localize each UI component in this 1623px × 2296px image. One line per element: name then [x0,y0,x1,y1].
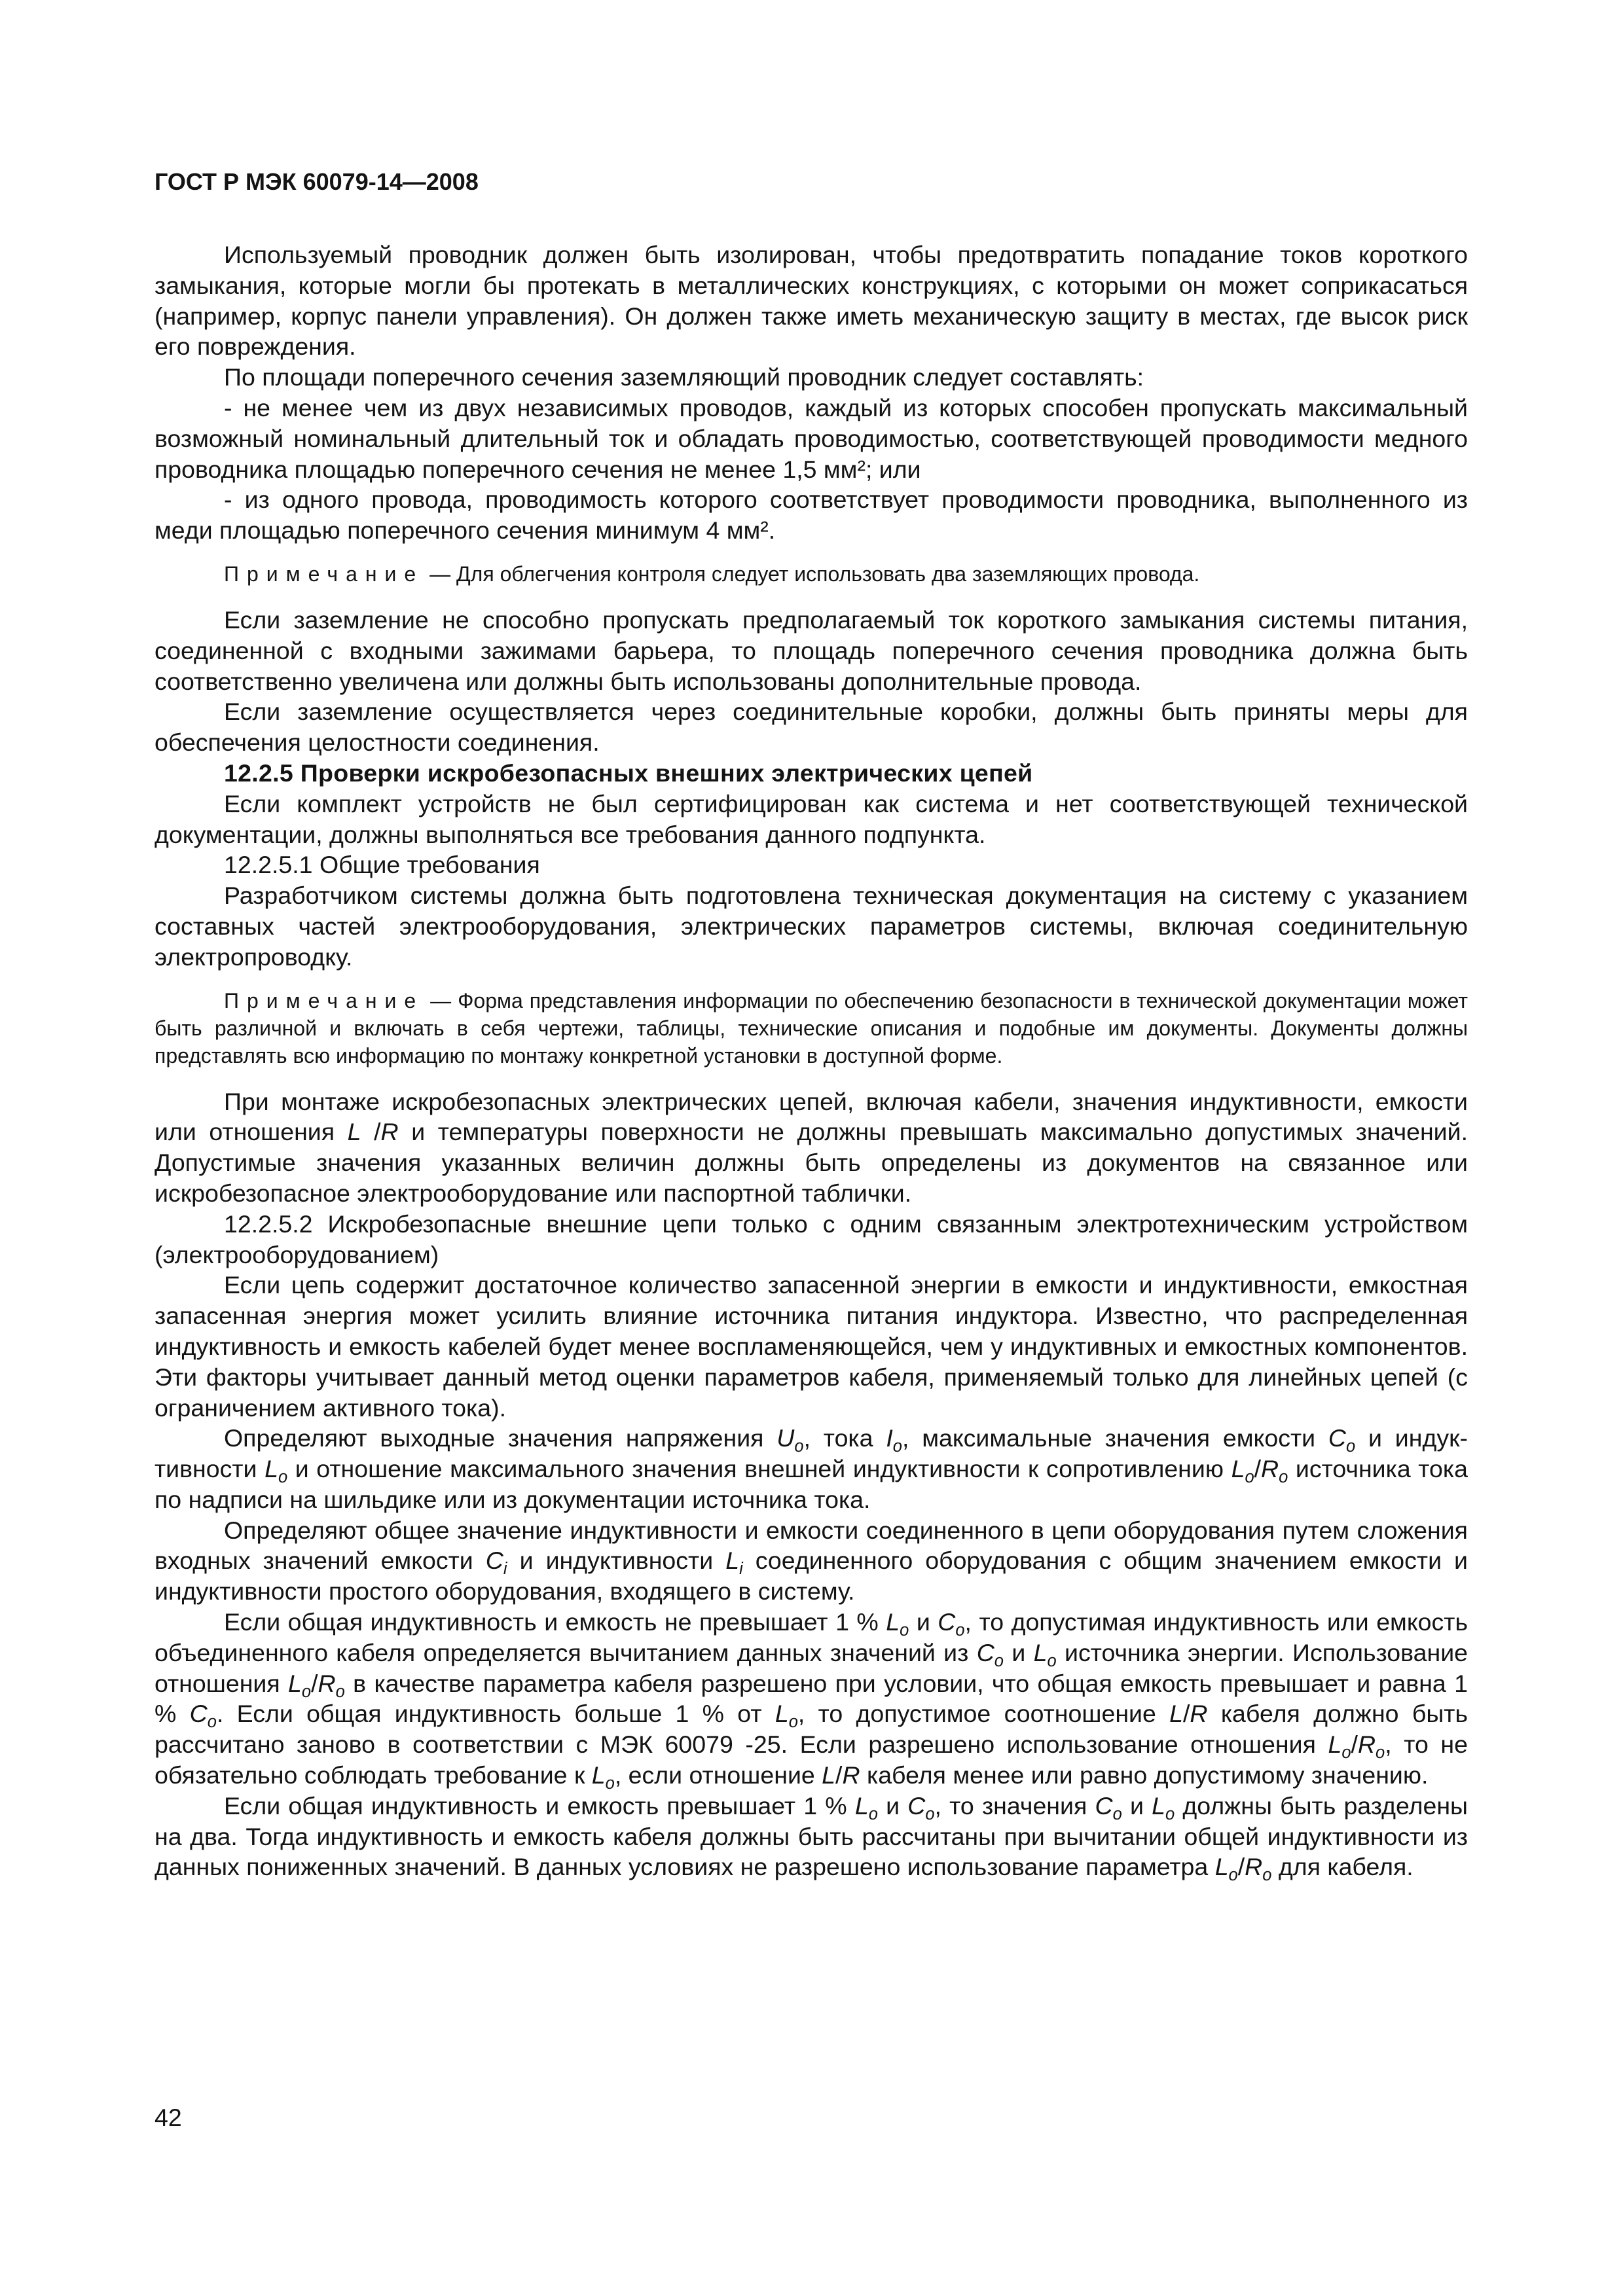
text-run: в качестве параметра кабеля разрешено при условии, что общая емкость превышает и равна 1 % [155,1669,1468,1728]
text-run: , то не обязательно соблюдать требование к [155,1731,1468,1789]
math-symbol: C [485,1547,503,1575]
body-paragraph: - не менее чем из двух независимых проводов, каждый из которых способен пропускать максимальный возможный номинальный длительный ток и обладать проводимостью, соответствующей проводимости медного проводника площадью поперечного сечения не менее 1,5 мм²; или [155,393,1468,483]
subscript: o [994,1652,1004,1671]
body-paragraph: - из одного провода, проводимость которого соответствует проводимости проводника, выполненного из меди площадью поперечного сечения минимум 4 мм². [155,486,1468,545]
body-paragraph: Если цепь содержит достаточное количество запасенной энергии в емкости и индуктивности, емкостная запасенная энергия может усилить влияние источника питания индуктора. Известно, что распределенная индуктивность и емкость кабелей будет менее воспламеняющейся, чем у индуктивных и емкостных компонентов. Эти факторы учитывает данный метод оценки параметров кабеля, применяемый только для линейных цепей (с ограничением активного тока). [155,1271,1468,1422]
text-run: соединенного оборудования с общим значением емкости и индуктивности простого оборудования, входящего в систему. [155,1547,1468,1605]
math-symbol: L [347,1118,361,1146]
text-run: Если общая индуктивность и емкость превышает 1 % [224,1791,855,1820]
text-run: кабеля должно быть рассчитано заново в соответствии с МЭК 60079 -25. Если разрешено использование отношения [155,1700,1468,1759]
subscript: o [301,1682,312,1701]
text-run: , максимальные значения емкости [902,1424,1328,1452]
note-label: Примечание [224,562,424,586]
subscript: o [1228,1866,1238,1885]
text-run: и температуры поверхности не должны превышать максимально допустимых значений. Допустимые значения указанных величин должны быть определены из документов на связанное или искробезопасное электрооборудование или паспортной таблички. [155,1118,1468,1207]
math-symbol: C [907,1791,926,1820]
section-heading: 12.2.5 Проверки искробезопасных внешних электрических цепей [224,759,1033,787]
text-run: При монтаже искробезопасных электрических цепей, включая кабели, значения индуктивности, емкости или отношения [155,1087,1468,1146]
text-run: / [311,1669,318,1697]
text-run: Если общая индуктивность и емкость не превышает 1 % [224,1608,886,1636]
math-symbol: C [976,1638,994,1666]
text-run: / [1351,1731,1358,1759]
math-symbol: L [725,1547,740,1575]
text-run: и индуктивности [507,1547,726,1575]
text-run: и индуктивности [155,1424,1468,1483]
math-symbol: L [1231,1455,1245,1483]
document-body [155,240,1468,1885]
note-label: Примечание [224,988,424,1013]
subscript: o [278,1468,288,1487]
math-symbol: R [1190,1700,1208,1728]
math-symbol: C [938,1608,956,1636]
note-paragraph [155,987,1468,1069]
math-symbol: C [189,1700,208,1728]
text-run: Определяют общее значение индуктивности и емкости соединенного в цепи оборудования путем сложения входных значений емкости [155,1516,1468,1575]
text-run: , то допустимая индуктивность или емкость объединенного кабеля определяется вычитанием данных значений из [155,1608,1468,1666]
subscript: i [739,1560,743,1579]
math-symbol: L [1214,1853,1229,1881]
text-run: и [877,1791,908,1820]
subscript: o [868,1805,878,1824]
math-symbol: R [1245,1853,1263,1881]
text-run: , то значения [934,1791,1095,1820]
math-symbol: R [1357,1731,1376,1759]
body-paragraph: Используемый проводник должен быть изолирован, чтобы предотвратить попадание токов короткого замыкания, которые могли бы протекать в металлических конструкциях, с которыми он может соприкасаться (например, корпус панели управления). Он должен также иметь механическую защиту в местах, где высок риск его повреждения. [155,241,1468,361]
text-run: / [835,1761,843,1789]
text-run: должны быть разделены на два. Тогда индуктивность и емкость кабеля должны быть рассчитаны при вычитании общей индуктивности из данных пониженных значений. В данных условиях не разрешено использование параметра [155,1791,1468,1881]
body-paragraph: 12.2.5.1 Общие требования [224,851,540,879]
text-run: / [1254,1455,1262,1483]
subscript: o [1245,1468,1254,1487]
subscript: i [503,1560,507,1579]
body-paragraph [155,1791,1468,1885]
subscript: o [788,1713,798,1732]
text-run: , тока [803,1424,886,1452]
note-text: — Форма представления информации по обеспечению безопасности в технической документации может быть различной и включать в себя чертежи, таблицы, технические описания и подобные им документы. Документы должны представлять всю информацию по монтажу конкретной установки в доступной форме. [155,988,1468,1067]
subscript: o [955,1621,965,1640]
subscript: o [900,1621,909,1640]
math-symbol: L [288,1669,302,1697]
math-symbol: L [1169,1700,1183,1728]
subscript: o [1262,1866,1272,1885]
body-paragraph: Разработчиком системы должна быть подготовлена техническая документация на систему с указанием составных частей электрооборудования, электрических параметров системы, включая соединительную электропроводку. [155,882,1468,971]
text-run: и [1003,1638,1034,1666]
subscript: o [605,1774,615,1793]
body-paragraph [155,1086,1468,1209]
math-symbol: L [591,1761,606,1789]
math-symbol: L [886,1608,900,1636]
body-paragraph [155,1423,1468,1515]
subscript: o [1376,1744,1385,1763]
body-paragraph: По площади поперечного сечения заземляющий проводник следует составлять: [224,363,1144,391]
math-symbol: L [822,1761,836,1789]
text-run: и отношение максимального значения внешней индуктивности к сопротивлению [287,1455,1231,1483]
math-symbol: C [1095,1791,1113,1820]
note-paragraph [155,560,1468,588]
text-run: кабеля менее или равно допустимому значению. [860,1761,1429,1789]
subscript: o [892,1437,902,1456]
math-symbol: U [776,1424,795,1452]
body-paragraph: Если заземление не способно пропускать предполагаемый ток короткого замыкания системы питания, соединенной с входными зажимами барьера, то площадь поперечного сечения проводника должна быть соответственно увеличена или должны быть использованы дополнительные провода. [155,605,1468,695]
subscript: o [1341,1744,1351,1763]
subscript: o [794,1437,804,1456]
math-symbol: R [842,1761,860,1789]
text-run: для кабеля. [1271,1853,1413,1881]
math-symbol: L [1152,1791,1165,1820]
math-symbol: L [854,1791,869,1820]
body-paragraph: Если заземление осуществляется через соединительные коробки, должны быть приняты меры для обеспечения целостности соединения. [155,698,1468,757]
body-paragraph [155,1515,1468,1607]
subscript: o [1165,1805,1175,1824]
text-run: , то допустимое соотношение [797,1700,1170,1728]
math-symbol: L [1328,1731,1342,1759]
text-run: / [361,1118,381,1146]
subscript: o [207,1713,217,1732]
subscript: o [1279,1468,1288,1487]
subscript: o [335,1682,345,1701]
subscript: o [1346,1437,1356,1456]
subscript: o [925,1805,935,1824]
body-paragraph: Если комплект устройств не был сертифицирован как система и нет соответствующей технической документации, должны выполняться все требования данного подпункта. [155,789,1468,848]
text-run: источника тока по надписи на шильдике или из документации источника тока. [155,1455,1468,1513]
subscript: o [1112,1805,1122,1824]
note-text: — Для облегчения контроля следует использовать два заземляющих провода. [424,562,1200,586]
text-run: источника энергии. Использование отношения [155,1638,1468,1697]
text-run: и [909,1608,938,1636]
text-run: , если отношение [614,1761,822,1789]
math-symbol: C [1328,1424,1347,1452]
text-run: Определяют выходные значения напряжения [224,1424,777,1452]
body-paragraph: 12.2.5.2 Искробезопасные внешние цепи только с одним связанным электротехническим устройством (электрооборудованием) [155,1210,1468,1268]
body-paragraph [155,1607,1468,1791]
math-symbol: L [1033,1638,1048,1666]
document-page [155,168,1468,1885]
standard-code: ГОСТ Р МЭК 60079-14—2008 [155,168,479,195]
math-symbol: L [775,1700,789,1728]
text-run: . Если общая индуктивность больше 1 % от [216,1700,775,1728]
math-symbol: R [1261,1455,1279,1483]
text-run: и [1122,1791,1152,1820]
text-run: / [1183,1700,1190,1728]
math-symbol: I [886,1424,893,1452]
math-symbol: R [380,1118,399,1146]
math-symbol: L [264,1455,278,1483]
page-number: 42 [155,2104,182,2131]
text-run: / [1237,1853,1245,1881]
subscript: o [1047,1652,1057,1671]
math-symbol: R [318,1669,336,1697]
